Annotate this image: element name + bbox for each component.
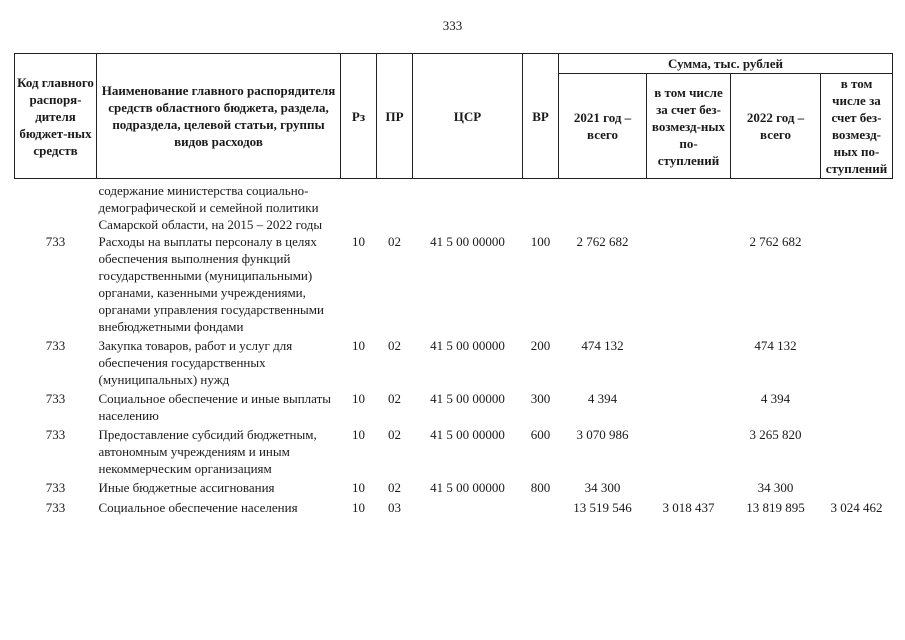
- cell-pr: 02: [388, 234, 401, 249]
- cell-2022-total: 34 300: [757, 480, 794, 495]
- cell-csr: 41 5 00 00000: [430, 338, 505, 353]
- page-number: 333: [442, 18, 463, 33]
- cell-vr: 800: [530, 480, 551, 495]
- cell-2022-total: 2 762 682: [749, 234, 802, 249]
- cell-pr: 03: [388, 500, 401, 515]
- header-2022-free: в том числе за счет без-возмезд-ных по-ступлений: [821, 74, 893, 179]
- cell-2021-free: [647, 424, 731, 477]
- cell-2022-total: 13 819 895: [746, 500, 805, 515]
- cell-2021-free: [647, 335, 731, 388]
- cell-code: 733: [45, 234, 66, 249]
- cell-2022-total: [731, 179, 821, 234]
- cell-csr: [413, 496, 523, 516]
- cell-2021-total: [559, 179, 647, 234]
- cell-code: 733: [45, 427, 66, 442]
- header-2021-total: 2021 год – всего: [559, 74, 647, 179]
- cell-2022-free: [821, 477, 893, 496]
- cell-2021-free: [647, 233, 731, 335]
- cell-vr: [523, 496, 559, 516]
- header-2022-total: 2022 год – всего: [731, 74, 821, 179]
- cell-vr: 200: [530, 338, 551, 353]
- cell-pr: 02: [388, 391, 401, 406]
- cell-vr: 100: [530, 234, 551, 249]
- cell-2022-free: [821, 335, 893, 388]
- cell-2021-total: 2 762 682: [576, 234, 629, 249]
- cell-2021-free: [647, 179, 731, 234]
- cell-2021-free: [647, 388, 731, 424]
- header-sum-group: Сумма, тыс. рублей: [559, 54, 893, 74]
- cell-2022-free: [821, 424, 893, 477]
- budget-table: [14, 53, 893, 516]
- cell-csr: 41 5 00 00000: [430, 427, 505, 442]
- cell-rz: 10: [352, 338, 365, 353]
- cell-code: [15, 179, 97, 234]
- cell-csr: 41 5 00 00000: [430, 391, 505, 406]
- header-name: Наименование главного распорядителя средств областного бюджета, раздела, подраздела, целевой статьи, группы видов расходов: [97, 54, 341, 179]
- cell-2021-total: 4 394: [587, 391, 618, 406]
- header-csr: ЦСР: [413, 54, 523, 179]
- table-row: [15, 179, 893, 234]
- cell-2022-free: 3 024 462: [830, 500, 883, 515]
- table-row: [15, 335, 893, 388]
- cell-rz: 10: [352, 427, 365, 442]
- cell-rz: 10: [352, 391, 365, 406]
- cell-rz: 10: [352, 500, 365, 515]
- cell-rz: [341, 179, 377, 234]
- table-header: [15, 54, 893, 179]
- header-code: Код главного распоря-дителя бюджет-ных средств: [15, 54, 97, 179]
- cell-name: Расходы на выплаты персоналу в целях обеспечения выполнения функций государственными (муниципальными) органами, казенными учреждениями, органами управления государственными внебюджетными фондами: [98, 234, 324, 334]
- cell-name: содержание министерства социально-демографической и семейной политики Самарской области, на 2015 – 2022 годы: [98, 183, 323, 232]
- cell-vr: 600: [530, 427, 551, 442]
- cell-vr: [523, 179, 559, 234]
- cell-name: Социальное обеспечение населения: [98, 500, 298, 515]
- cell-2022-total: 4 394: [760, 391, 791, 406]
- cell-code: 733: [45, 338, 66, 353]
- cell-name: Закупка товаров, работ и услуг для обеспечения государственных (муниципальных) нужд: [98, 338, 293, 387]
- header-2021-free: в том числе за счет без-возмезд-ных по-ступлений: [647, 74, 731, 179]
- cell-csr: 41 5 00 00000: [430, 480, 505, 495]
- cell-pr: [377, 179, 413, 234]
- table-body: [15, 179, 893, 517]
- cell-name: Иные бюджетные ассигнования: [98, 480, 275, 495]
- cell-code: 733: [45, 500, 66, 515]
- header-rz: Рз: [341, 54, 377, 179]
- header-vr: ВР: [523, 54, 559, 179]
- cell-2022-free: [821, 179, 893, 234]
- cell-2021-total: 13 519 546: [573, 500, 632, 515]
- cell-2021-total: 34 300: [584, 480, 621, 495]
- table-row: [15, 477, 893, 496]
- table-row: [15, 388, 893, 424]
- cell-2021-free: [647, 477, 731, 496]
- cell-code: 733: [45, 480, 66, 495]
- cell-rz: 10: [352, 234, 365, 249]
- cell-pr: 02: [388, 480, 401, 495]
- table-row: [15, 496, 893, 516]
- cell-2022-total: 474 132: [754, 338, 797, 353]
- cell-vr: 300: [530, 391, 551, 406]
- cell-csr: [413, 179, 523, 234]
- cell-pr: 02: [388, 427, 401, 442]
- cell-2021-free: 3 018 437: [662, 500, 715, 515]
- cell-2021-total: 474 132: [581, 338, 624, 353]
- header-pr: ПР: [377, 54, 413, 179]
- cell-code: 733: [45, 391, 66, 406]
- cell-2021-total: 3 070 986: [576, 427, 629, 442]
- cell-pr: 02: [388, 338, 401, 353]
- cell-2022-free: [821, 233, 893, 335]
- cell-name: Предоставление субсидий бюджетным, автономным учреждениям и иным некоммерческим организациям: [98, 427, 317, 476]
- cell-csr: 41 5 00 00000: [430, 234, 505, 249]
- cell-2022-free: [821, 388, 893, 424]
- cell-rz: 10: [352, 480, 365, 495]
- table-row: [15, 424, 893, 477]
- cell-name: Социальное обеспечение и иные выплаты населению: [98, 391, 332, 423]
- table-row: [15, 233, 893, 335]
- cell-2022-total: 3 265 820: [749, 427, 802, 442]
